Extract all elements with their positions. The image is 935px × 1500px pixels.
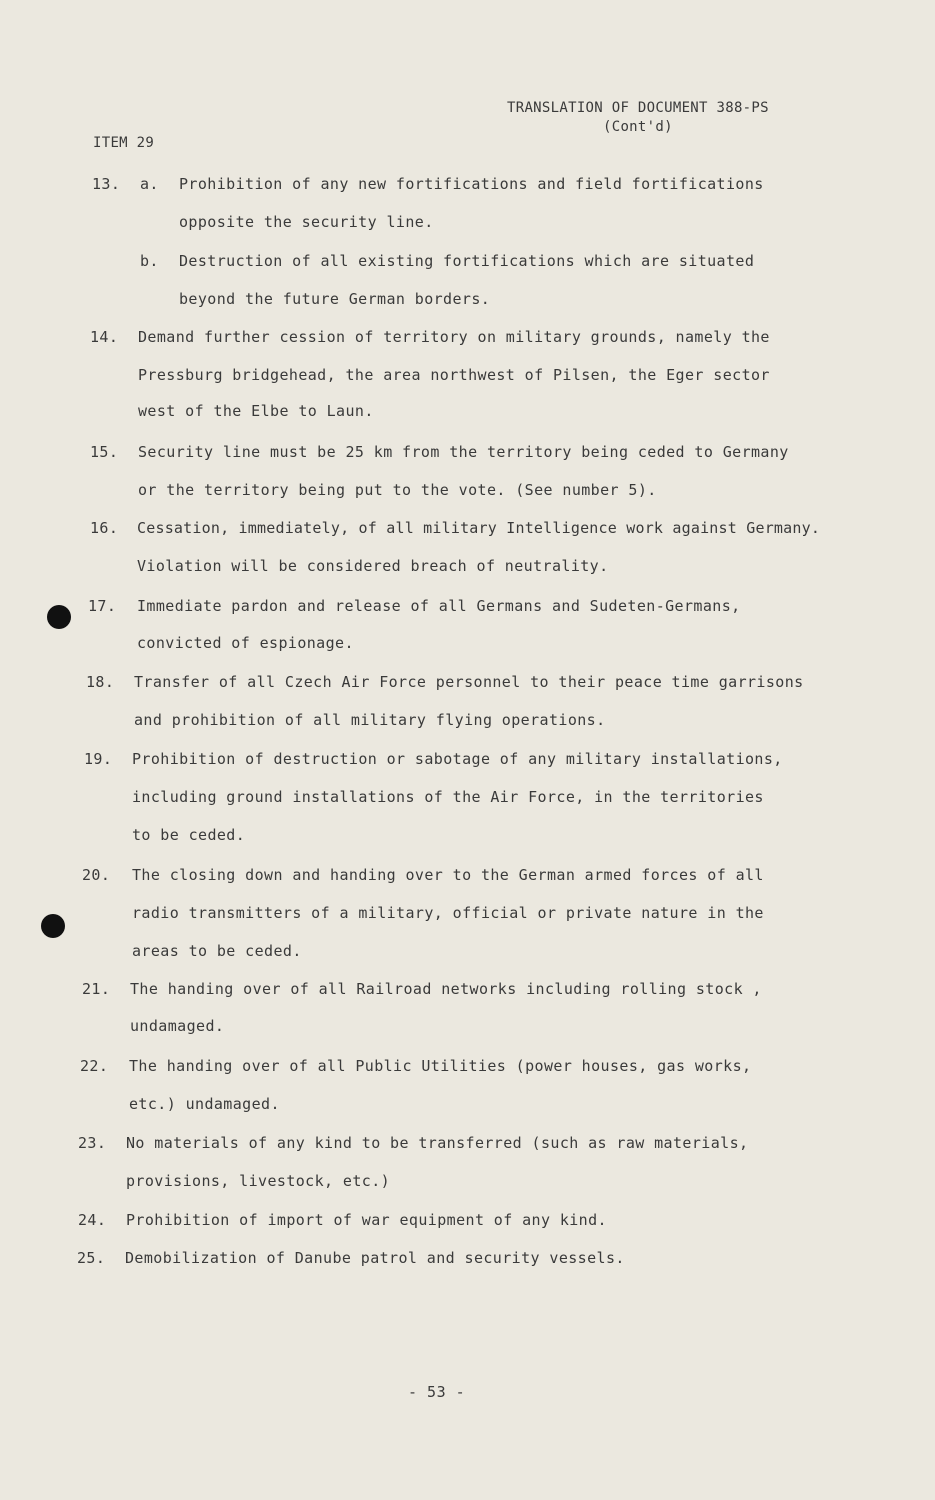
item-text-line: Cessation, immediately, of all military Intelligence work against Germany. [137,519,821,537]
item-text-line: beyond the future German borders. [179,290,491,308]
item-text-line: Immediate pardon and release of all Germans and Sudeten-Germans, [137,597,741,615]
document-subtitle: (Cont'd) [603,119,673,135]
item-text-line: Destruction of all existing fortifications which are situated [179,252,755,270]
item-label: ITEM 29 [93,135,155,151]
item-text-line: including ground installations of the Air Force, in the territories [132,788,764,806]
document-title: TRANSLATION OF DOCUMENT 388-PS [507,100,769,116]
item-number: 22. [80,1057,109,1075]
item-number: 14. [90,328,119,346]
page-number: - 53 - [408,1383,466,1401]
item-number: 13. [92,175,121,193]
item-text-line: Prohibition of import of war equipment of any kind. [126,1211,607,1229]
item-text-line: Transfer of all Czech Air Force personnel to their peace time garrisons [134,673,804,691]
item-number: 17. [88,597,117,615]
item-text-line: west of the Elbe to Laun. [138,402,374,420]
item-text-line: Prohibition of any new fortifications and field fortifications [179,175,764,193]
item-text-line: radio transmitters of a military, official or private nature in the [132,904,764,922]
item-text-line: The handing over of all Public Utilities (power houses, gas works, [129,1057,752,1075]
item-number: 21. [82,980,111,998]
item-number: 18. [86,673,115,691]
item-text-line: The closing down and handing over to the German armed forces of all [132,866,764,884]
item-number: 25. [77,1249,106,1267]
item-text-line: or the territory being put to the vote. (See number 5). [138,481,657,499]
item-text-line: and prohibition of all military flying operations. [134,711,606,729]
item-text-line: convicted of espionage. [137,634,354,652]
document-header [507,100,807,135]
item-text-line: The handing over of all Railroad networks including rolling stock , [130,980,762,998]
punch-hole [41,914,65,938]
item-text-line: Demobilization of Danube patrol and security vessels. [125,1249,625,1267]
item-number: 16. [90,519,119,537]
item-number: 15. [90,443,119,461]
item-text-line: undamaged. [130,1017,225,1035]
item-number: 23. [78,1134,107,1152]
item-number: 20. [82,866,111,884]
sub-item-letter: b. [140,252,159,270]
item-text-line: Security line must be 25 km from the territory being ceded to Germany [138,443,789,461]
item-text-line: No materials of any kind to be transferred (such as raw materials, [126,1134,749,1152]
item-text-line: opposite the security line. [179,213,434,231]
item-number: 24. [78,1211,107,1229]
item-text-line: provisions, livestock, etc.) [126,1172,391,1190]
punch-hole [47,605,71,629]
item-text-line: to be ceded. [132,826,246,844]
item-text-line: Violation will be considered breach of neutrality. [137,557,609,575]
sub-item-letter: a. [140,175,159,193]
item-text-line: etc.) undamaged. [129,1095,280,1113]
item-text-line: Prohibition of destruction or sabotage of any military installations, [132,750,783,768]
item-text-line: Demand further cession of territory on military grounds, namely the [138,328,770,346]
item-text-line: areas to be ceded. [132,942,302,960]
item-number: 19. [84,750,113,768]
item-text-line: Pressburg bridgehead, the area northwest of Pilsen, the Eger sector [138,366,770,384]
